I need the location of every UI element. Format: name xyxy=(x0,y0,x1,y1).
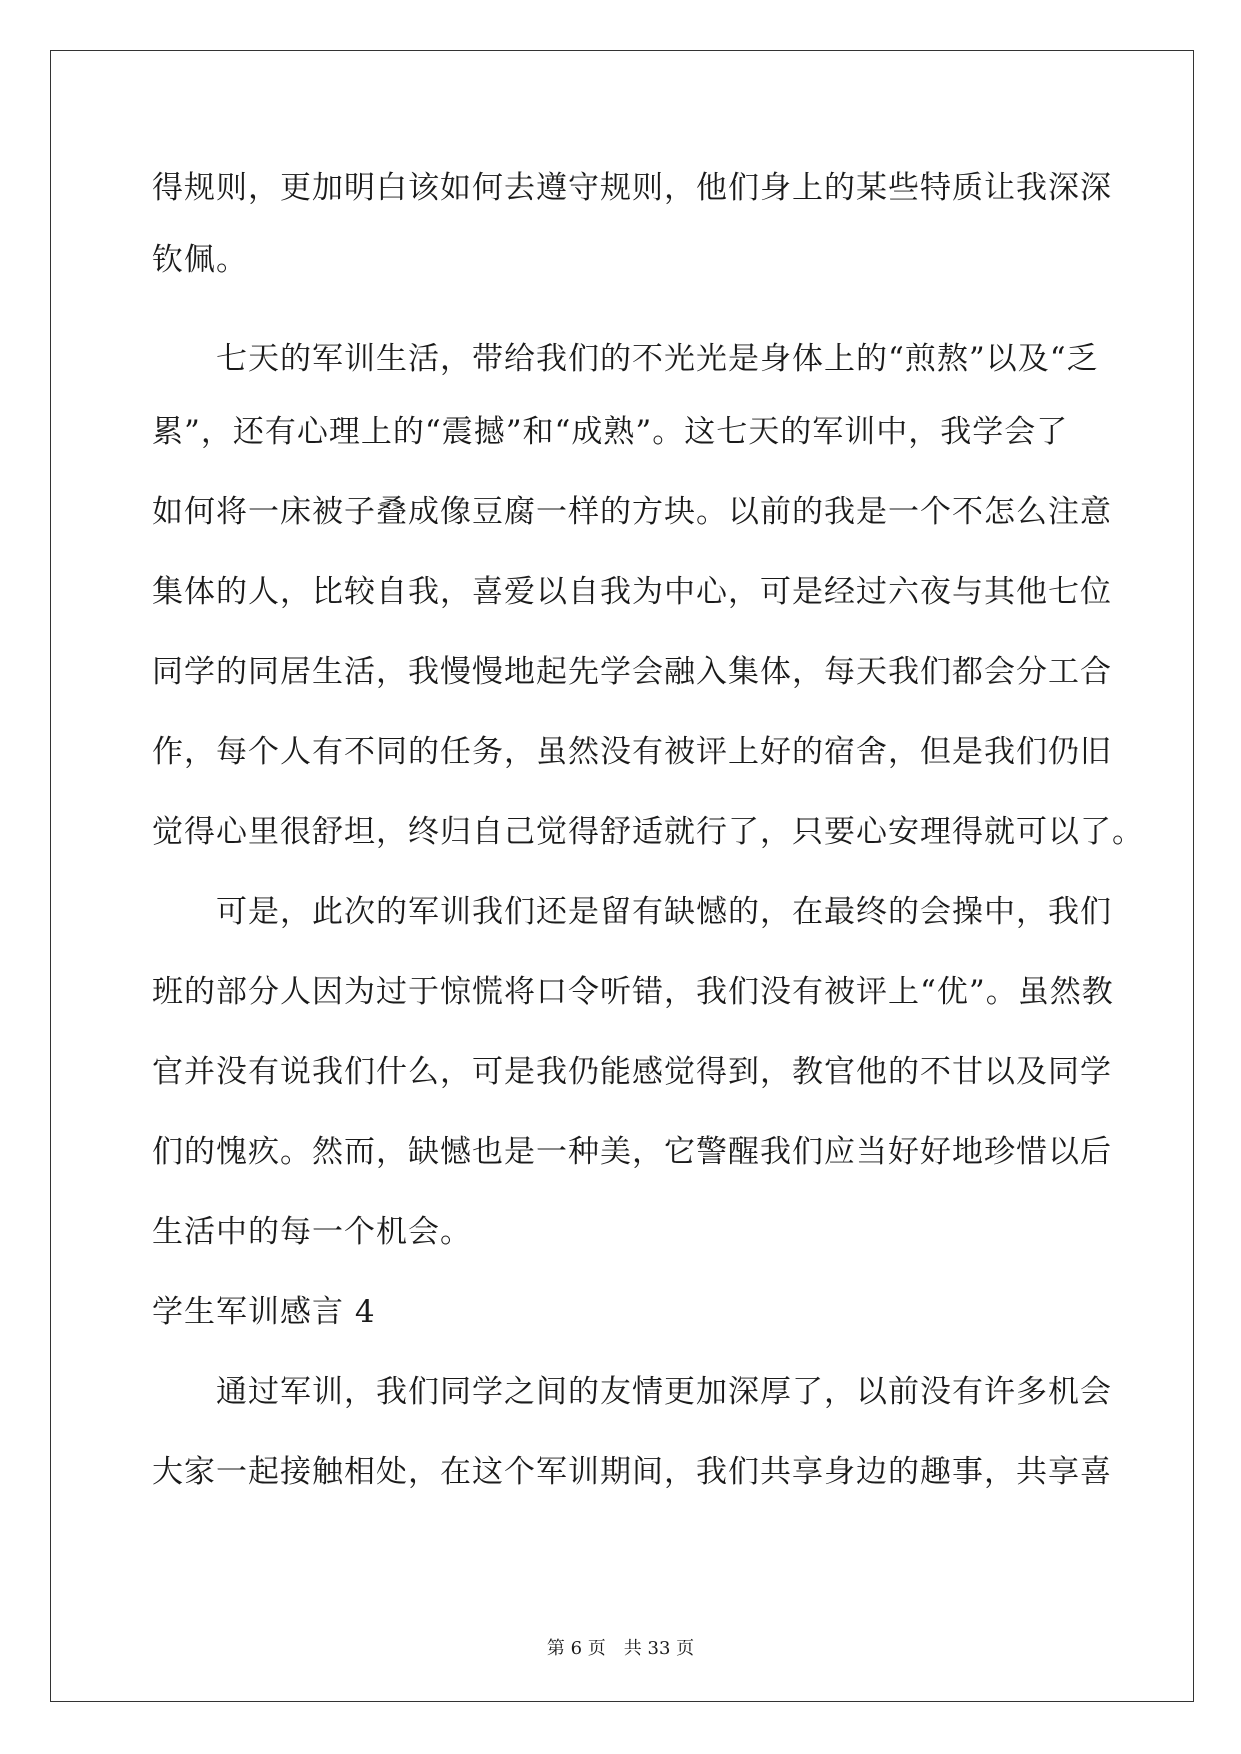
paragraph-line: 班的部分人因为过于惊慌将口令听错，我们没有被评上“优”。虽然教 xyxy=(152,974,1114,1010)
paragraph-line: 同学的同居生活，我慢慢地起先学会融入集体，每天我们都会分工合 xyxy=(152,654,1112,690)
paragraph-line: 大家一起接触相处，在这个军训期间，我们共享身边的趣事，共享喜 xyxy=(152,1454,1112,1490)
paragraph-line: 官并没有说我们什么，可是我仍能感觉得到，教官他的不甘以及同学 xyxy=(152,1054,1112,1090)
paragraph-line: 通过军训，我们同学之间的友情更加深厚了，以前没有许多机会 xyxy=(152,1374,1112,1410)
paragraph-line: 觉得心里很舒坦，终归自己觉得舒适就行了，只要心安理得就可以了。 xyxy=(152,814,1144,850)
paragraph-line: 们的愧疚。然而，缺憾也是一种美，它警醒我们应当好好地珍惜以后 xyxy=(152,1134,1112,1170)
page-footer: 第 6 页 共 33 页 xyxy=(546,1638,695,1659)
section-heading: 学生军训感言 4 xyxy=(152,1294,376,1330)
paragraph-line: 钦佩。 xyxy=(152,242,248,278)
paragraph-line: 七天的军训生活，带给我们的不光光是身体上的“煎熬”以及“乏 xyxy=(152,341,1099,377)
paragraph-line: 如何将一床被子叠成像豆腐一样的方块。以前的我是一个不怎么注意 xyxy=(152,494,1112,530)
paragraph-line: 得规则，更加明白该如何去遵守规则，他们身上的某些特质让我深深 xyxy=(152,170,1112,206)
paragraph-line: 累”，还有心理上的“震撼”和“成熟”。这七天的军训中，我学会了 xyxy=(152,414,1069,450)
paragraph-line: 生活中的每一个机会。 xyxy=(152,1214,472,1250)
paragraph-line: 可是，此次的军训我们还是留有缺憾的，在最终的会操中，我们 xyxy=(152,894,1112,930)
paragraph-line: 集体的人，比较自我，喜爱以自我为中心，可是经过六夜与其他七位 xyxy=(152,574,1112,610)
paragraph-line: 作，每个人有不同的任务，虽然没有被评上好的宿舍，但是我们仍旧 xyxy=(152,734,1112,770)
